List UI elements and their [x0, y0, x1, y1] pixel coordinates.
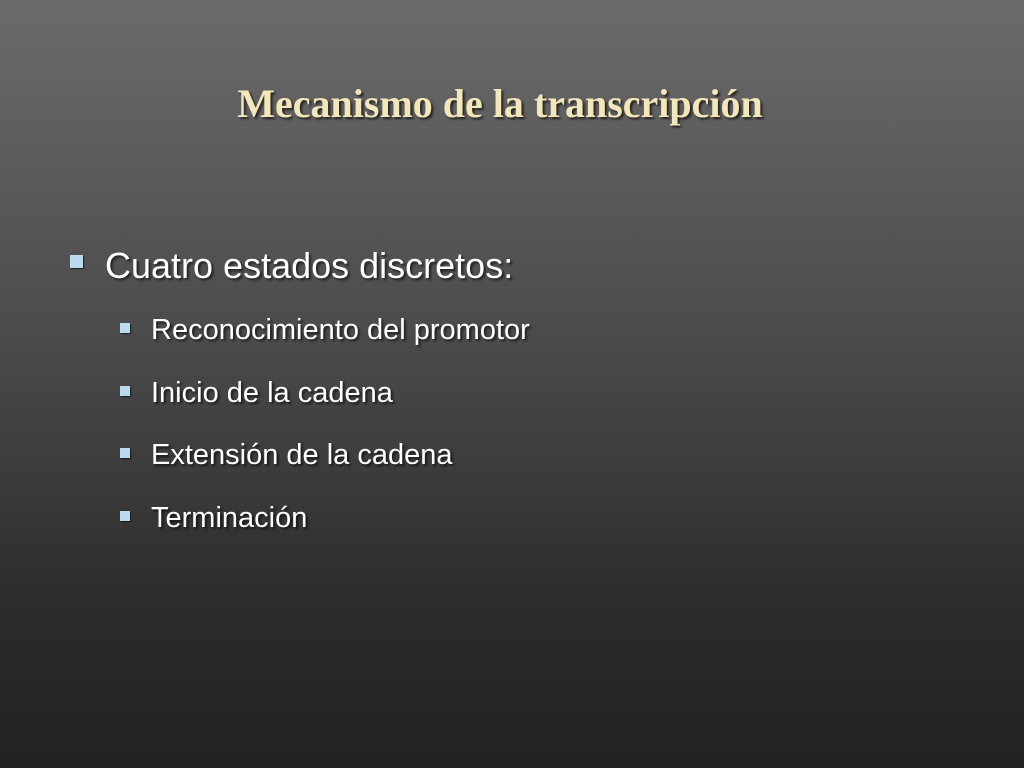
sub-bullet-text: Reconocimiento del promotor — [151, 314, 530, 346]
sub-bullet-item — [120, 500, 307, 536]
slide-title: Mecanismo de la transcripción — [237, 81, 763, 126]
square-bullet-icon — [120, 511, 130, 521]
sub-bullet-text: Extensión de la cadena — [151, 439, 453, 471]
main-bullet-text: Cuatro estados discretos: — [105, 245, 514, 286]
square-bullet-icon — [120, 448, 130, 458]
main-bullet-item — [70, 244, 513, 288]
square-bullet-icon — [120, 323, 130, 333]
square-bullet-icon — [70, 255, 83, 268]
sub-bullet-text: Inicio de la cadena — [151, 377, 393, 409]
sub-bullet-item — [120, 437, 453, 473]
sub-bullet-item — [120, 312, 530, 348]
sub-bullet-item — [120, 375, 393, 411]
square-bullet-icon — [120, 386, 130, 396]
sub-bullet-text: Terminación — [151, 502, 308, 534]
